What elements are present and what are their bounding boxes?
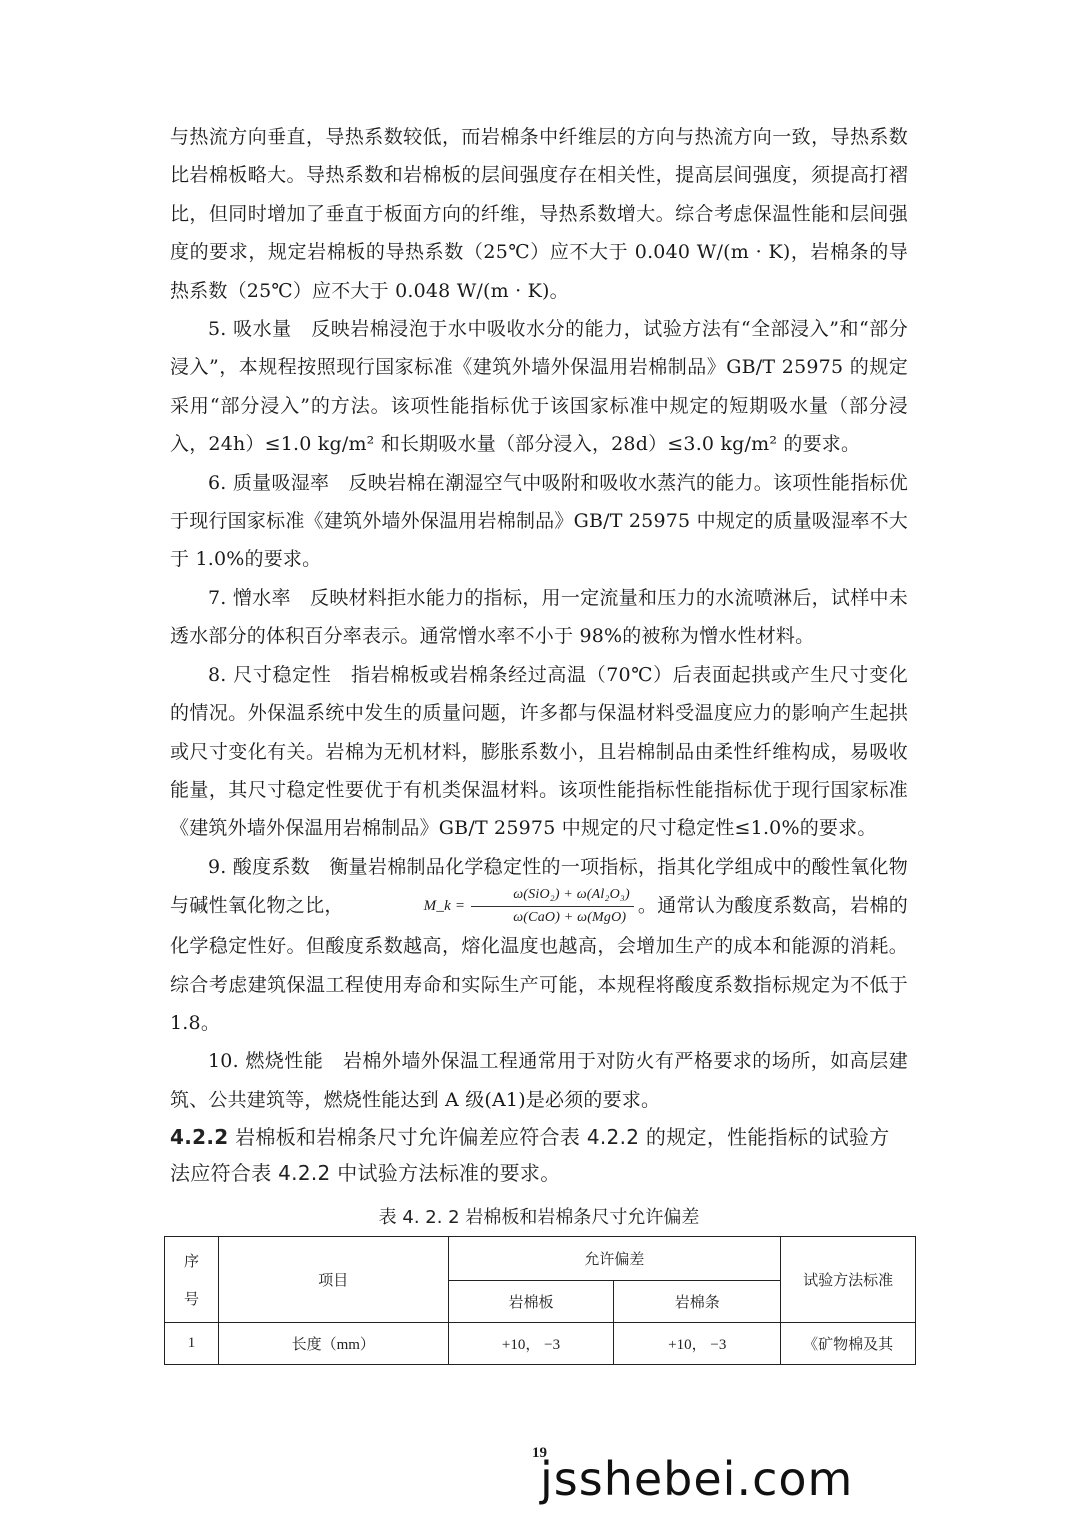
paragraph-water-absorption: 5. 吸水量 反映岩棉浸泡于水中吸收水分的能力，试验方法有“全部浸入”和“部分浸入”，本规程按照现行国家标准《建筑外墙外保温用岩棉制品》GB/T 25975 的规定采用“部分浸入”的方法。该项性能指标优于该国家标准中规定的短期吸水量（部分浸入，24h）≤1.0 kg/m² 和长期吸水量（部分浸入，28d）≤3.0 kg/m² 的要求。 <box>170 318 908 456</box>
header-rock-wool-strip: 岩棉条 <box>614 1281 781 1323</box>
acidity-formula <box>348 886 634 927</box>
document-page <box>170 118 908 1239</box>
paragraph-hydrophobicity: 7. 憎水率 反映材料拒水能力的指标，用一定流量和压力的水流喷淋后，试样中未透水部分的体积百分率表示。通常憎水率不小于 98%的被称为憎水性材料。 <box>170 586 908 648</box>
paragraph-moisture-absorption: 6. 质量吸湿率 反映岩棉在潮湿空气中吸附和吸收水蒸汽的能力。该项性能指标优于现行国家标准《建筑外墙外保温用岩棉制品》GB/T 25975 中规定的质量吸湿率不大于 1.0%的要求。 <box>170 471 908 571</box>
cell-board: +10， −3 <box>448 1323 614 1365</box>
cell-item: 长度（mm） <box>218 1323 448 1365</box>
header-rock-wool-board: 岩棉板 <box>448 1281 614 1323</box>
cell-seq: 1 <box>165 1323 219 1365</box>
clause-4-2-2 <box>170 1119 908 1191</box>
paragraph-combustion-performance: 10. 燃烧性能 岩棉外墙外保温工程通常用于对防火有严格要求的场所，如高层建筑、公共建筑等，燃烧性能达到 A 级(A1)是必须的要求。 <box>170 1050 908 1111</box>
cell-method: 《矿物棉及其 <box>781 1323 916 1365</box>
header-test-method: 试验方法标准 <box>781 1237 916 1323</box>
clause-number: 4.2.2 <box>170 1125 229 1150</box>
paragraph-acidity-coefficient <box>170 848 908 1043</box>
header-seq-top: 序 <box>183 1254 199 1270</box>
table-caption: 表 4. 2. 2 岩棉板和岩棉条尺寸允许偏差 <box>378 1207 700 1229</box>
acidity-text-before: 9. 酸度系数 衡量岩棉制品化学稳定性的一项指标，指其化学组成中的酸性氧化物与碱性氧化物之比， <box>170 855 908 917</box>
paragraph-thermal-conductivity: 与热流方向垂直，导热系数较低，而岩棉条中纤维层的方向与热流方向一致，导热系数比岩棉板略大。导热系数和岩棉板的层间强度存在相关性，提高层间强度，须提高打褶比，但同时增加了垂直于板面方向的纤维，导热系数增大。综合考虑保温性能和层间强度的要求，规定岩棉板的导热系数（25℃）应不大于 0.040 W/(m · K)，岩棉条的导热系数（25℃）应不大于 0.048 W/(m · K)。 <box>170 126 908 302</box>
header-seq-bottom: 号 <box>183 1292 199 1308</box>
table-row <box>165 1323 916 1365</box>
cell-strip: +10， −3 <box>614 1323 781 1365</box>
header-seq <box>165 1237 219 1323</box>
clause-text: 岩棉板和岩棉条尺寸允许偏差应符合表 4.2.2 的规定，性能指标的试验方法应符合表 4.2.2 中试验方法标准的要求。 <box>170 1125 890 1186</box>
paragraph-dimensional-stability: 8. 尺寸稳定性 指岩棉板或岩棉条经过高温（70℃）后表面起拱或产生尺寸变化的情况。外保温系统中发生的质量问题，许多都与保温材料受温度应力的影响产生起拱或尺寸变化有关。岩棉为无机材料，膨胀系数小，且岩棉制品由柔性纤维构成，易吸收能量，其尺寸稳定性要优于有机类保温材料。该项性能指标性能指标优于现行国家标准《建筑外墙外保温用岩棉制品》GB/T 25975 中规定的尺寸稳定性≤1.0%的要求。 <box>170 663 908 840</box>
header-item: 项目 <box>218 1237 448 1323</box>
page-number: 19 <box>532 1445 547 1461</box>
formula-denominator: ω(CaO) + ω(MgO) <box>513 910 627 926</box>
tolerance-table <box>164 1236 916 1365</box>
formula-lhs: M_k = <box>423 898 466 915</box>
formula-numerator: ω(SiO₂) + ω(Al₂O₃) <box>471 886 634 907</box>
header-tolerance: 允许偏差 <box>448 1237 781 1281</box>
watermark: jsshebei.com <box>540 1452 854 1506</box>
acidity-text-after: 。通常认为酸度系数高，岩棉的化学稳定性好。但酸度系数越高，熔化温度也越高，会增加生产的成本和能源的消耗。综合考虑建筑保温工程使用寿命和实际生产可能，本规程将酸度系数指标规定为不低于 1.8。 <box>170 894 908 1034</box>
formula-fraction <box>471 886 634 927</box>
